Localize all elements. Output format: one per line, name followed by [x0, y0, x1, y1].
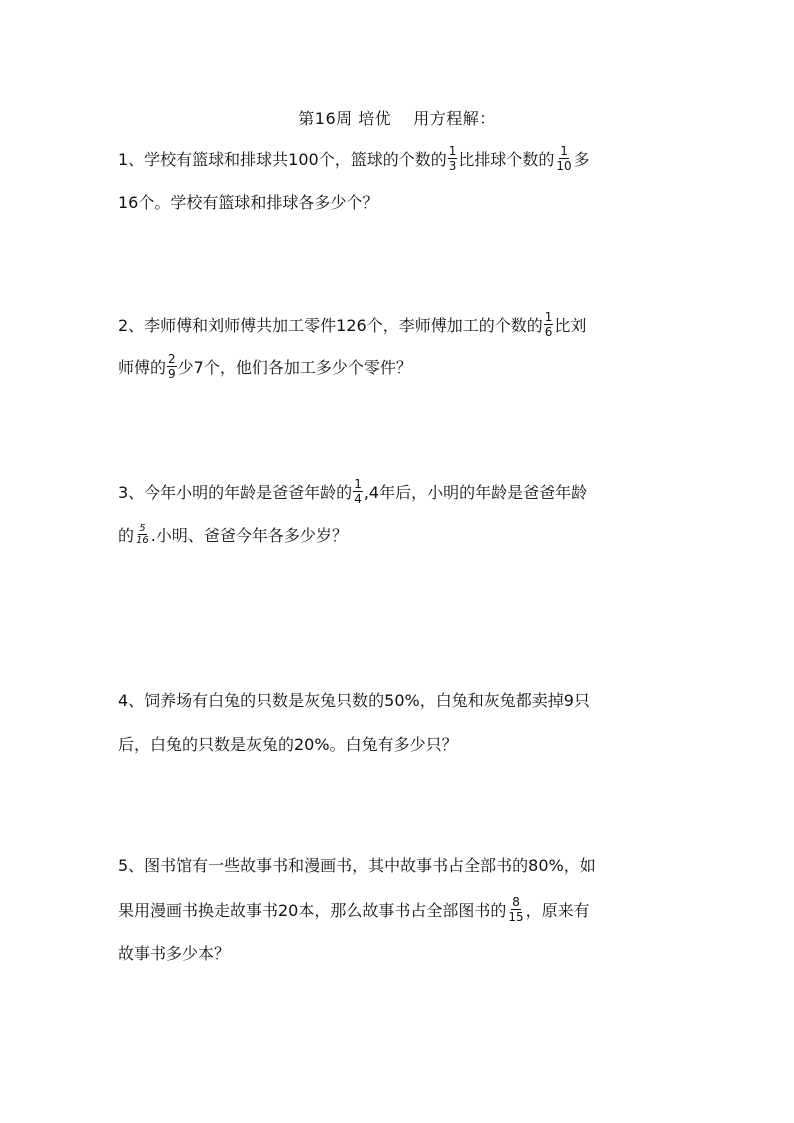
fraction-1-4: $\frac{1}{4}$ — [354, 477, 362, 506]
fraction-1-3: $\frac{1}{3}$ — [448, 144, 457, 173]
fraction-8-15: $\frac{8}{15}$ — [508, 895, 524, 924]
q4-text-a: 4、饲养场有白兔的只数是灰兔只数的50%，白兔和灰兔都卖掉9只 — [118, 691, 590, 710]
title-topic: 用方程解： — [413, 109, 496, 128]
fraction-1-10: $\frac{1}{10}$ — [556, 144, 572, 173]
q5-text-b: 果用漫画书换走故事书20本，那么故事书占全部图书的 — [118, 901, 507, 920]
fraction-2-9: $\frac{2}{9}$ — [168, 352, 176, 381]
q2-text-d: 少7个，他们各加工多少个零件？ — [177, 358, 412, 377]
title-week: 第16周 培优 — [298, 109, 392, 128]
q2-text-a: 2、李师傅和刘师傅共加工零件126个，李师傅加工的个数的 — [118, 316, 543, 335]
q1-text-c: 多 — [573, 150, 590, 169]
q5-text-c: ，原来有 — [525, 901, 590, 920]
q3-text-d: .小明、爸爸今年各多少岁？ — [150, 526, 348, 545]
q1-text-b: 比排球个数的 — [458, 150, 555, 169]
q5-text-a: 5、图书馆有一些故事书和漫画书，其中故事书占全部书的80%，如 — [118, 856, 596, 875]
fraction-5-16: $\frac{5}{16}$ — [136, 523, 149, 546]
question-5-line-1 — [118, 853, 596, 876]
q5-text-d: 故事书多少本？ — [118, 944, 231, 963]
question-1-line-2 — [118, 190, 378, 213]
page-title — [0, 106, 794, 129]
q2-text-b: 比刘 — [554, 316, 587, 335]
q3-text-b: ,4年后，小明的年龄是爸爸年龄 — [363, 483, 588, 502]
question-3-line-2 — [118, 523, 348, 548]
question-4-line-1 — [118, 688, 590, 711]
question-3-line-1 — [118, 479, 587, 508]
question-4-line-2 — [118, 732, 458, 755]
question-2-line-2 — [118, 354, 412, 383]
fraction-1-6: $\frac{1}{6}$ — [544, 310, 553, 339]
question-2-line-1 — [118, 312, 586, 341]
question-5-line-2 — [118, 897, 590, 926]
question-5-line-3 — [118, 941, 230, 964]
q1-text-d: 16个。学校有篮球和排球各多少个？ — [118, 193, 379, 212]
q4-text-b: 后，白兔的只数是灰兔的20%。白兔有多少只？ — [118, 735, 458, 754]
q3-text-a: 3、今年小明的年龄是爸爸年龄的 — [118, 483, 353, 502]
question-1-line-1 — [118, 146, 590, 175]
q2-text-c: 师傅的 — [118, 358, 167, 377]
q3-text-c: 的 — [118, 526, 135, 545]
q1-text-a: 1、学校有篮球和排球共100个，篮球的个数的 — [118, 150, 447, 169]
